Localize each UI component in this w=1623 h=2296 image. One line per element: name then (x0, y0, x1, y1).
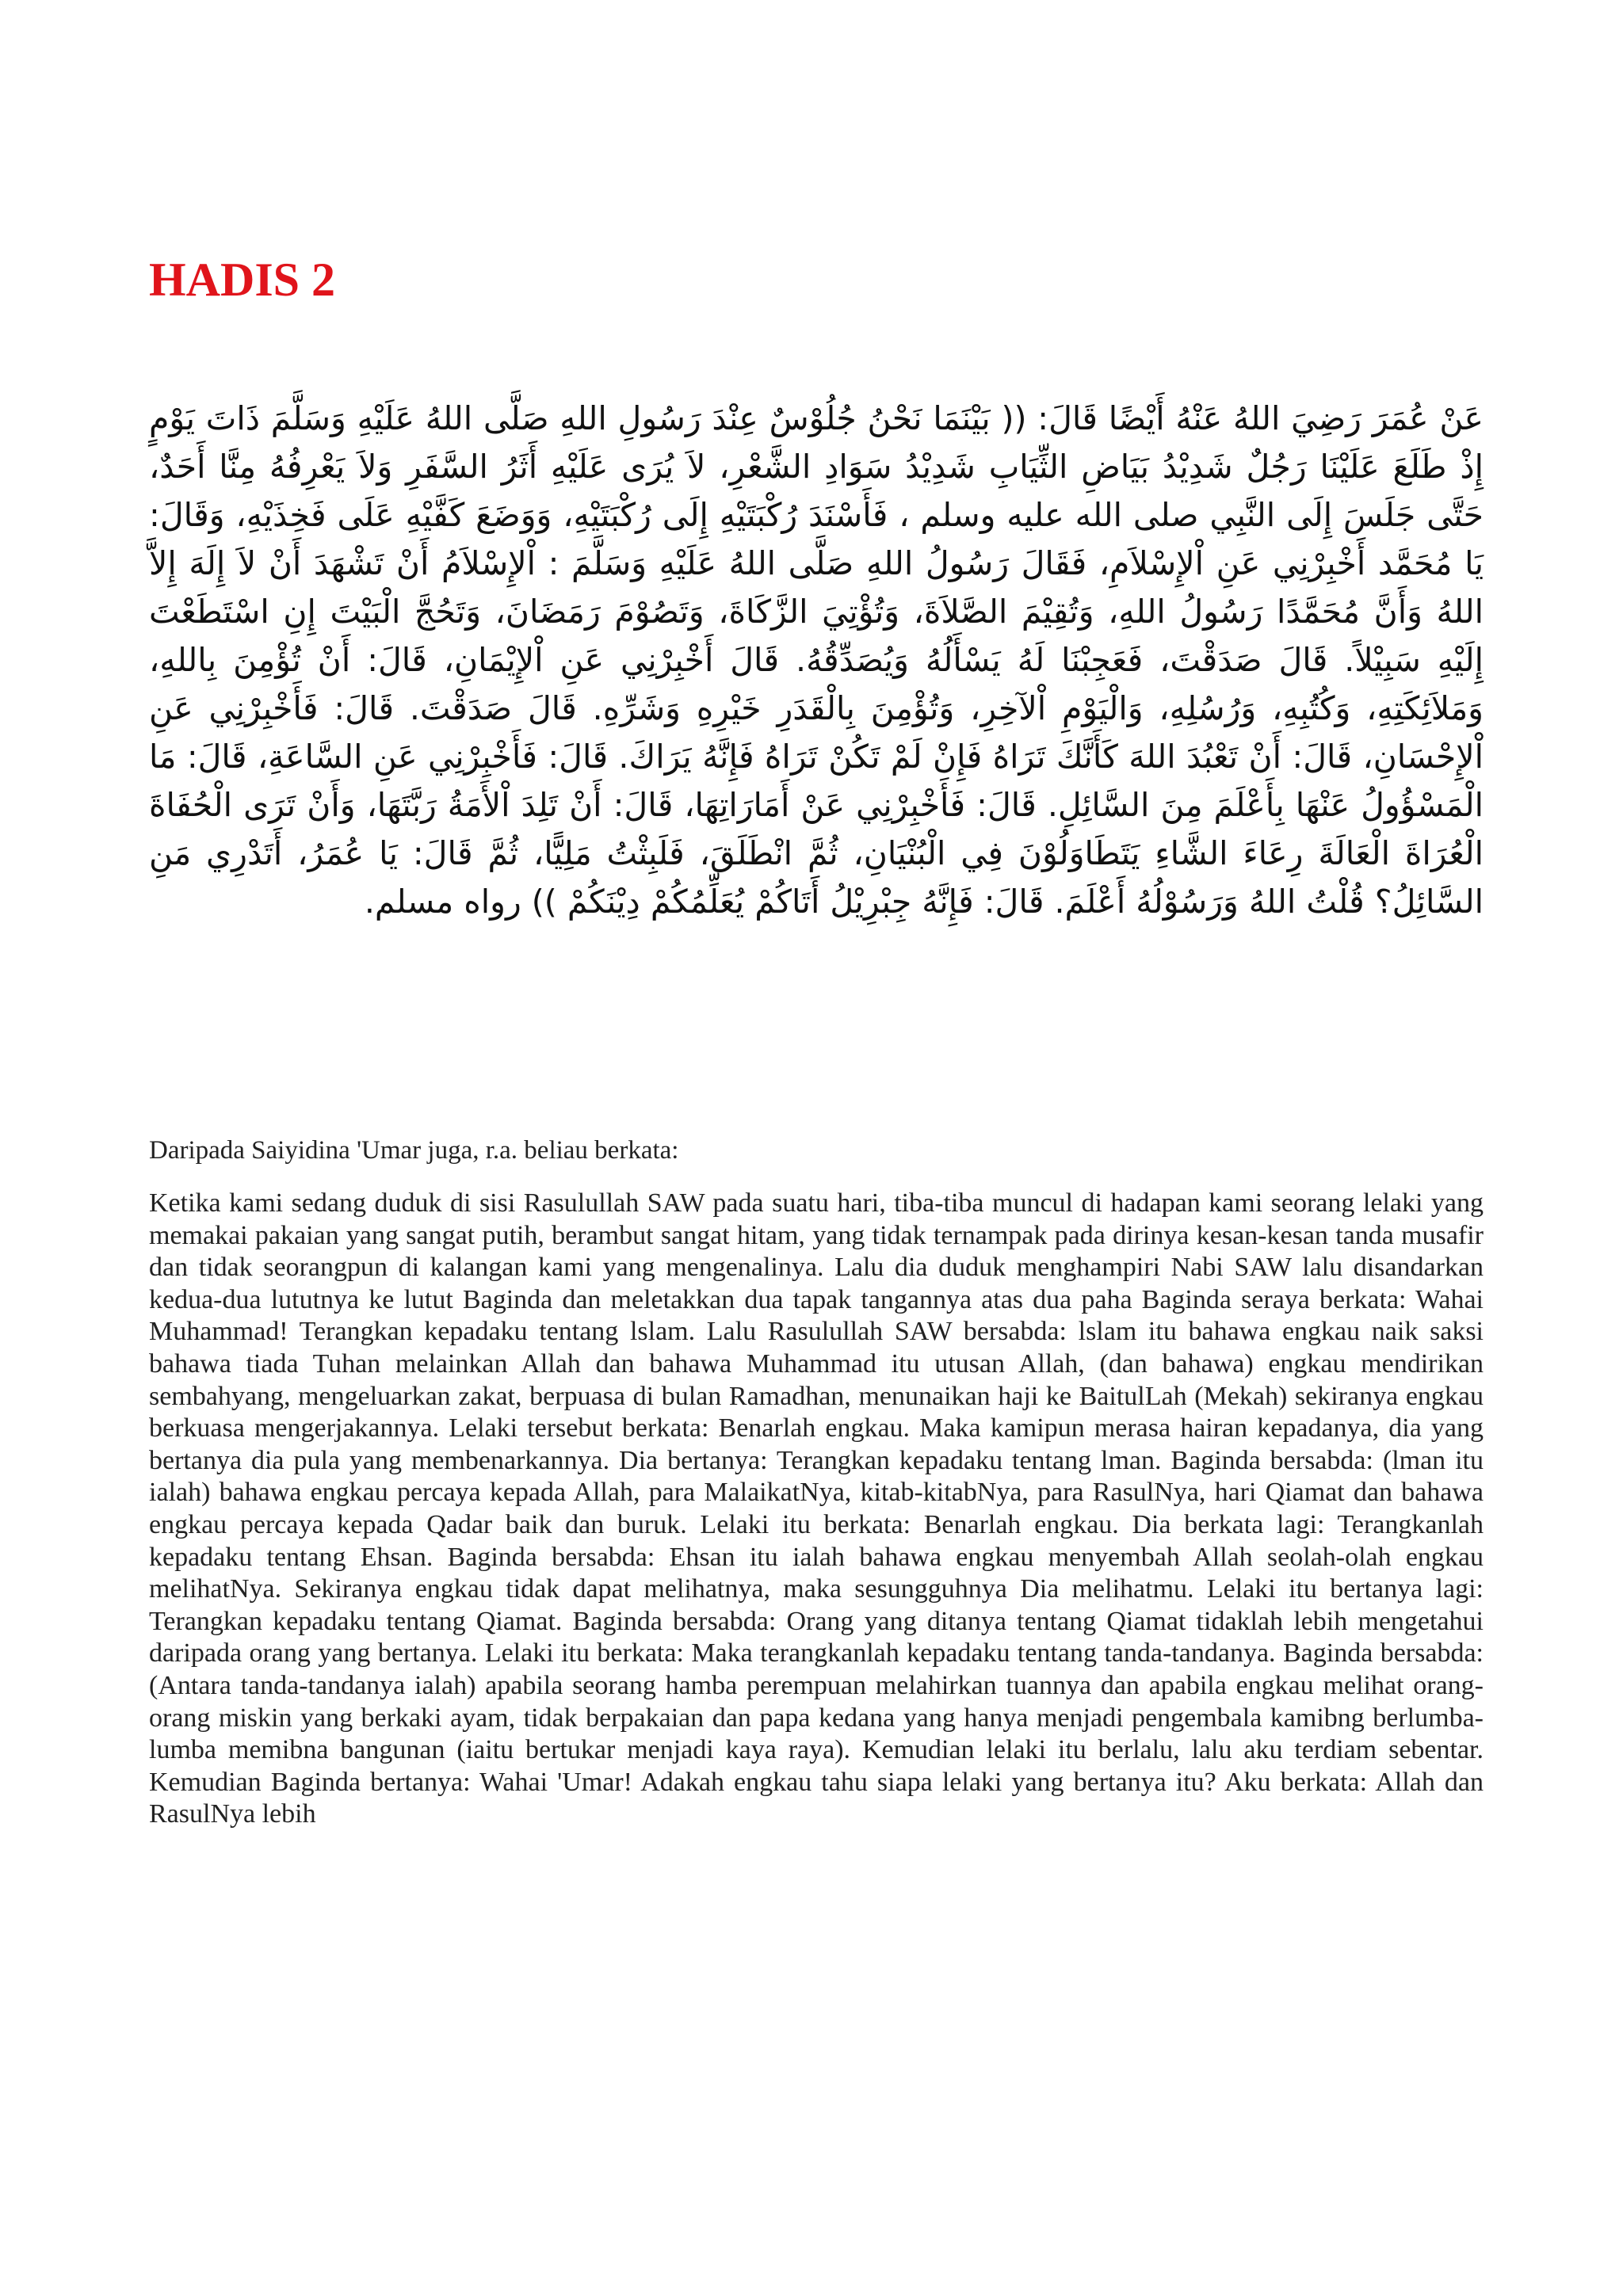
translation-paragraph: Ketika kami sedang duduk di sisi Rasulullah SAW pada suatu hari, tiba-tiba muncul di hadapan kami seorang lelaki yang memakai pakaian yang sangat putih, berambut sangat hitam, yang tidak ternampak pada dirinya kesan-kesan tanda musafir dan tidak seorangpun di kalangan kami yang mengenalinya. Lalu dia duduk menghampiri Nabi SAW lalu disandarkan kedua-dua lututnya ke lutut Baginda dan meletakkan dua tapak tangannya atas dua paha Baginda seraya berkata: Wahai Muhammad! Terangkan kepadaku tentang lslam. Lalu Rasulullah SAW bersabda: lslam itu bahawa engkau naik saksi bahawa tiada Tuhan melainkan Allah dan bahawa Muhammad itu utusan Allah, (dan bahawa) engkau mendirikan sembahyang, mengeluarkan zakat, berpuasa di bulan Ramadhan, menunaikan haji ke BaitulLah (Mekah) sekiranya engkau berkuasa mengerjakannya. Lelaki tersebut berkata: Benarlah engkau. Maka kamipun merasa hairan kepadanya, dia yang bertanya dia pula yang membenarkannya. Dia bertanya: Terangkan kepadaku tentang lman. Baginda bersabda: (lman itu ialah) bahawa engkau percaya kepada Allah, para MalaikatNya, kitab-kitabNya, para RasulNya, hari Qiamat dan bahawa engkau percaya kepada Qadar baik dan buruk. Lelaki itu berkata: Benarlah engkau. Dia berkata lagi: Terangkanlah kepadaku tentang Ehsan. Baginda bersabda: Ehsan itu ialah bahawa engkau menyembah Allah seolah-olah engkau melihatNya. Sekiranya engkau tidak dapat melihatnya, maka sesungguhnya Dia melihatmu. Lelaki itu bertanya lagi: Terangkan kepadaku tentang Qiamat. Baginda bersabda: Orang yang ditanya tentang Qiamat tidaklah lebih mengetahui daripada orang yang bertanya. Lelaki itu berkata: Maka terangkanlah kepadaku tentang tanda-tandanya. Baginda bersabda: (Antara tanda-tandanya ialah) apabila seorang hamba perempuan melahirkan tuannya dan apabila engkau melihat orang-orang miskin yang berkaki ayam, tidak berpakaian dan papa kedana yang hanya menjadi pengembala kamibng berlumba-lumba memibna bangunan (iaitu bertukar menjadi kaya raya). Kemudian lelaki itu berlalu, lalu aku terdiam sebentar. Kemudian Baginda bertanya: Wahai 'Umar! Adakah engkau tahu siapa lelaki yang bertanya itu? Aku berkata: Allah dan RasulNya lebih (149, 1188, 1484, 1829)
page-title: HADIS 2 (149, 254, 336, 306)
arabic-hadith-text: عَنْ عُمَرَ رَضِيَ اللهُ عَنْهُ أَيْضًا قَالَ: (( بَيْنَمَا نَحْنُ جُلُوْسٌ عِنْدَ رَسُولِ اللهِ صَلَّى اللهُ عَلَيْهِ وَسَلَّمَ ذَاتَ يَوْمٍ إِذْ طَلَعَ عَلَيْنَا رَجُلٌ شَدِيْدُ بَيَاضِ الثِّيَابِ شَدِيْدُ سَوَادِ الشَّعْرِ، لاَ يُرَى عَلَيْهِ أَثَرُ السَّفَرِ وَلاَ يَعْرِفُهُ مِنَّا أَحَدٌ، حَتَّى جَلَسَ إِلَى النَّبِي صلى الله عليه وسلم ، فَأَسْنَدَ رُكْبَتَيْهِ إِلَى رُكْبَتَيْهِ، وَوَضَعَ كَفَّيْهِ عَلَى فَخِذَيْهِ، وَقَالَ: يَا مُحَمَّد أَخْبِرْنِي عَنِ اْلإِسْلاَمِ، فَقَالَ رَسُولُ اللهِ صَلَّى اللهُ عَلَيْهِ وَسَلَّمَ : اْلإِسْلاَمُ أَنْ تَشْهَدَ أَنْ لاَ إِلَهَ إِلاَّ اللهُ وَأَنَّ مُحَمَّدًا رَسُولُ اللهِ، وَتُقِيْمَ الصَّلاَةَ، وَتُؤْتِيَ الزَّكَاةَ، وَتَصُوْمَ رَمَضَانَ، وَتَحُجَّ الْبَيْتَ إِنِ اسْتَطَعْتَ إِلَيْهِ سَبِيْلاً. قَالَ صَدَقْتَ، فَعَجِبْنَا لَهُ يَسْأَلُهُ وَيُصَدِّقُهُ. قَالَ أَخْبِرْنِي عَنِ اْلإِيْمَانِ، قَالَ: أَنْ تُؤْمِنَ بِاللهِ، وَمَلاَئِكَتِهِ، وَكُتُبِهِ، وَرُسُلِهِ، وَالْيَوْمِ اْلآخِرِ، وَتُؤْمِنَ بِالْقَدَرِ خَيْرِهِ وَشَرِّهِ. قَالَ صَدَقْتَ. قَالَ: فَأَخْبِرْنِي عَنِ اْلإِحْسَانِ، قَالَ: أَنْ تَعْبُدَ اللهَ كَأَنَّكَ تَرَاهُ فَإِنْ لَمْ تَكُنْ تَرَاهُ فَإِنَّهُ يَرَاكَ. قَالَ: فَأَخْبِرْنِي عَنِ السَّاعَةِ، قَالَ: مَا الْمَسْؤُولُ عَنْهَا بِأَعْلَمَ مِنَ السَّائِلِ. قَالَ: فَأَخْبِرْنِي عَنْ أَمَارَاتِهَا، قَالَ: أَنْ تَلِدَ اْلأَمَةُ رَبَّتَهَا، وَأَنْ تَرَى الْحُفَاةَ الْعُرَاةَ الْعَالَةَ رِعَاءَ الشَّاءِ يَتَطَاوَلُوْنَ فِي الْبُنْيَانِ، ثُمَّ انْطَلَقَ، فَلَبِثْتُ مَلِيًّا، ثُمَّ قَالَ: يَا عُمَرُ، أَتَدْرِي مَنِ السَّائِلُ؟ قُلْتُ اللهُ وَرَسُوْلُهُ أَعْلَمَ. قَالَ: فَإِنَّهُ جِبْرِيْلُ أَتَاكُمْ يُعَلِّمُكُمْ دِيْنَكُمْ )) رواه مسلم. (149, 399, 1484, 921)
translation-intro: Daripada Saiyidina 'Umar juga, r.a. beliau berkata: (149, 1136, 679, 1165)
